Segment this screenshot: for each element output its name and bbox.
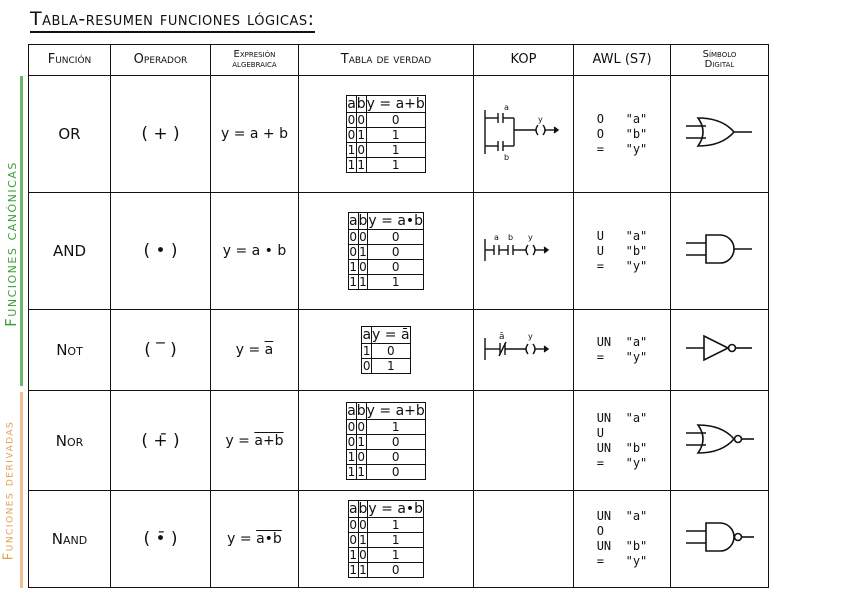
expression (211, 391, 299, 491)
truth-header: b (358, 501, 368, 517)
kop-not-ladder (474, 310, 574, 391)
truth-value: 1 (357, 464, 366, 479)
operator: ( +̄ ) (111, 391, 211, 491)
kop-label: a (503, 103, 509, 112)
awl-line: = "y" (596, 141, 648, 156)
or-gate-icon (684, 112, 756, 152)
awl-code (574, 193, 671, 310)
truth-value: 0 (359, 260, 367, 274)
expression-prefix: y = (225, 432, 255, 449)
truth-value: 1 (366, 419, 425, 434)
truth-value: 1 (359, 275, 367, 289)
truth-table (346, 95, 426, 173)
truth-value: 0 (357, 449, 366, 464)
ladder-or-icon (482, 102, 566, 162)
truth-table-cell (299, 491, 474, 588)
truth-value: 1 (349, 275, 358, 289)
truth-header: a (348, 213, 358, 229)
awl-line: UN "a" (596, 509, 648, 523)
symbol-cell (671, 76, 769, 193)
truth-value: 0 (349, 533, 358, 547)
function-name: Nor (29, 391, 111, 491)
awl-line: O (596, 524, 604, 538)
expression-main: $\overline{a}$ (264, 342, 274, 358)
truth-header: y = a+b (366, 96, 425, 112)
logic-summary-table (28, 44, 769, 588)
truth-table-cell (299, 310, 474, 391)
page-title: Tabla-resumen funciones lógicas: (30, 8, 315, 33)
kop-label: y (537, 115, 543, 124)
canonical-bracket-line (20, 76, 23, 386)
awl-line: UN "b" (596, 539, 648, 553)
truth-header: y = a•b (368, 501, 424, 517)
truth-value: 1 (347, 449, 356, 464)
kop-label: b (507, 233, 513, 242)
derived-bracket-line (20, 392, 23, 588)
awl-line: = "y" (596, 554, 648, 568)
header-expresion (211, 45, 299, 76)
awl-line: = "y" (596, 350, 648, 364)
expression (211, 310, 299, 391)
truth-value: 1 (357, 158, 366, 172)
row-nand (29, 491, 769, 588)
operator: ( • ) (111, 193, 211, 310)
awl-line: UN "a" (596, 410, 648, 425)
truth-value: 0 (357, 113, 366, 127)
kop-and-ladder (474, 193, 574, 310)
kop-or-ladder (474, 76, 574, 193)
kop-empty (474, 391, 574, 491)
truth-value: 1 (362, 344, 371, 358)
truth-value: 0 (366, 464, 425, 479)
header-kop: KOP (474, 45, 574, 76)
header-simbolo (671, 45, 769, 76)
truth-table (348, 500, 424, 578)
side-label-canonical: Funciones canónicas (2, 161, 20, 327)
truth-header: b (358, 213, 368, 229)
symbol-cell (671, 193, 769, 310)
truth-header: b (356, 402, 366, 419)
ladder-and-icon (482, 229, 566, 269)
truth-value: 1 (366, 158, 425, 173)
truth-value: 0 (366, 434, 425, 449)
kop-label: b (503, 153, 509, 162)
expression-main: a + b (249, 126, 289, 142)
function-name: AND (29, 193, 111, 310)
truth-value: 1 (372, 359, 411, 374)
truth-value: 0 (359, 548, 367, 562)
kop-label: a (493, 233, 499, 242)
awl-line: U "b" (596, 243, 648, 258)
truth-header: y = ā (372, 327, 410, 343)
truth-header: y = a•b (368, 213, 424, 229)
symbol-cell (671, 391, 769, 491)
function-name: Not (29, 310, 111, 391)
awl-line: O "a" (596, 111, 648, 126)
nand-gate-icon (684, 517, 756, 557)
ladder-not-icon (482, 328, 566, 368)
truth-value: 1 (359, 533, 367, 547)
expression-prefix: y = (227, 531, 257, 547)
truth-value: 1 (349, 548, 358, 562)
awl-code (574, 391, 671, 491)
header-funcion: Función (29, 45, 111, 76)
truth-header: a (347, 96, 356, 112)
kop-label: ā (498, 332, 505, 342)
truth-table-cell (299, 193, 474, 310)
truth-value: 1 (349, 260, 358, 274)
truth-value: 1 (347, 464, 356, 479)
truth-value: 0 (368, 563, 424, 578)
truth-value: 0 (349, 230, 358, 244)
symbol-cell (671, 491, 769, 588)
kop-empty (474, 491, 574, 588)
expression-prefix: y = (222, 243, 252, 259)
expression-main: a • b (251, 243, 287, 259)
truth-value: 0 (368, 260, 424, 275)
row-nor (29, 391, 769, 491)
expression-prefix: y = (220, 126, 250, 142)
truth-value: 0 (357, 143, 366, 157)
expression (211, 76, 299, 193)
truth-value: 1 (368, 275, 424, 290)
awl-line: UN "b" (596, 440, 648, 455)
truth-table-cell (299, 391, 474, 491)
truth-value: 1 (359, 563, 367, 577)
kop-label: y (527, 233, 533, 242)
truth-value: 0 (362, 359, 371, 373)
header-row (29, 45, 769, 76)
truth-header: a (347, 402, 356, 419)
truth-value: 0 (347, 128, 356, 142)
truth-value: 0 (347, 434, 356, 449)
truth-value: 0 (366, 113, 425, 128)
truth-value: 1 (368, 548, 424, 563)
function-name: Nand (29, 491, 111, 588)
expression (211, 193, 299, 310)
awl-code (574, 491, 671, 588)
symbol-cell (671, 310, 769, 391)
truth-value: 1 (359, 245, 367, 259)
header-expresion-line2: algebraica (232, 59, 277, 70)
truth-value: 0 (349, 518, 358, 532)
awl-line: UN "a" (596, 335, 648, 349)
truth-header: a (362, 327, 372, 343)
truth-value: 1 (368, 518, 424, 533)
truth-value: 0 (368, 230, 424, 245)
operator: ( + ) (111, 76, 211, 193)
awl-line: O "b" (596, 126, 648, 141)
function-name: OR (29, 76, 111, 193)
truth-value: 0 (372, 344, 411, 359)
awl-line: = "y" (596, 455, 648, 470)
truth-table (361, 326, 410, 374)
awl-line: U (596, 425, 604, 440)
row-or (29, 76, 769, 193)
truth-header: b (356, 96, 366, 112)
truth-value: 0 (357, 419, 366, 434)
truth-value: 1 (366, 128, 425, 143)
truth-value: 0 (366, 449, 425, 464)
truth-table (346, 402, 426, 480)
header-simbolo-line1: Símbolo (702, 48, 737, 60)
expression-main: a+b (254, 432, 284, 449)
truth-header: a (348, 501, 358, 517)
awl-line: U "a" (596, 228, 648, 243)
awl-code (574, 310, 671, 391)
operator: ( ‾ ) (111, 310, 211, 391)
header-expresion-line1: Expresión (233, 48, 276, 60)
truth-value: 0 (359, 230, 367, 244)
kop-label: y (527, 332, 533, 341)
row-not (29, 310, 769, 391)
header-tabla: Tabla de verdad (299, 45, 474, 76)
header-awl: AWL (S7) (574, 45, 671, 76)
truth-value: 0 (359, 518, 367, 532)
operator: ( •̄ ) (111, 491, 211, 588)
nor-gate-icon (684, 419, 756, 459)
header-simbolo-line2: Digital (704, 59, 735, 70)
truth-table-cell (299, 76, 474, 193)
truth-value: 1 (368, 533, 424, 548)
truth-value: 1 (357, 434, 366, 449)
not-gate-icon (684, 328, 756, 368)
header-operador: Operador (111, 45, 211, 76)
truth-value: 0 (349, 245, 358, 259)
side-label-derived: Funciones derivadas (1, 420, 17, 561)
expression-main: a•b (256, 531, 282, 547)
expression-prefix: y = (235, 342, 265, 358)
truth-value: 0 (347, 113, 356, 127)
truth-header: y = a+b (366, 402, 425, 419)
truth-value: 1 (366, 143, 425, 158)
truth-value: 1 (357, 128, 366, 142)
truth-value: 0 (368, 245, 424, 260)
truth-value: 0 (347, 419, 356, 434)
and-gate-icon (684, 229, 756, 269)
truth-table (348, 212, 424, 290)
expression (211, 491, 299, 588)
awl-line: = "y" (596, 258, 648, 273)
row-and (29, 193, 769, 310)
truth-value: 1 (347, 143, 356, 157)
truth-value: 1 (349, 563, 358, 577)
truth-value: 1 (347, 158, 356, 172)
awl-code (574, 76, 671, 193)
